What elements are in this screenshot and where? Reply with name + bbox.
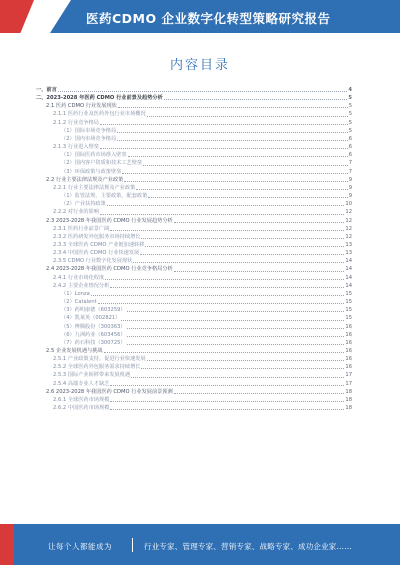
toc-entry-page: 6 <box>348 152 352 159</box>
toc-leader-dots <box>127 311 345 312</box>
toc-entry-page: 13 <box>345 250 352 257</box>
toc-entry-page: 14 <box>345 266 352 273</box>
toc-entry-title: 2.2.1 行业主要法律法规及产业政策 <box>53 184 136 191</box>
report-title: 医药CDMO 企业数字化转型策略研究报告 <box>86 11 331 26</box>
toc-entry[interactable] <box>36 257 352 265</box>
toc-entry-title: 2.5 企业发展机遇与挑战 <box>46 348 103 354</box>
toc-entry-title: （1）国际市场竞争格局 <box>61 127 117 134</box>
toc-leader-dots <box>143 165 348 166</box>
toc-entry[interactable] <box>36 380 352 388</box>
footer-divider <box>132 538 133 552</box>
toc-entry-title: 2.3 2023-2028 年我国医药 CDMO 行业发展趋势分析 <box>46 217 173 224</box>
toc-leader-dots <box>133 262 344 263</box>
toc-entry-page: 7 <box>348 160 352 167</box>
toc-entry[interactable] <box>36 355 352 363</box>
toc-entry-page: 6 <box>348 135 352 142</box>
toc-entry[interactable] <box>36 306 352 314</box>
toc-leader-dots <box>127 328 345 329</box>
toc-entry-title: （2）国内客户资质和技术工艺壁垒 <box>61 160 143 167</box>
toc-entry-page: 15 <box>345 315 352 322</box>
toc-entry-title: 2.1.2 行业竞争格局 <box>53 119 99 126</box>
toc-entry[interactable] <box>36 176 352 184</box>
toc-leader-dots <box>141 368 344 369</box>
toc-entry-page: 12 <box>345 217 352 224</box>
toc-entry-title: 2.6.1 全球医药市场规模 <box>53 396 110 403</box>
toc-leader-dots <box>145 246 344 247</box>
footer-slogan: 让每个人都能成为 <box>48 542 112 551</box>
toc-entry[interactable] <box>36 290 352 298</box>
toc-entry[interactable] <box>36 208 352 216</box>
toc-entry-page: 12 <box>345 225 352 232</box>
toc-leader-dots <box>104 352 345 353</box>
toc-entry[interactable] <box>36 404 352 412</box>
toc-leader-dots <box>105 279 344 280</box>
toc-entry-title: 2.3.1 医药行业前景广阔 <box>53 225 110 232</box>
toc-entry-page: 5 <box>348 95 352 102</box>
toc-entry-page: 5 <box>348 103 352 110</box>
toc-leader-dots <box>141 238 344 239</box>
toc-entry-page: 12 <box>345 233 352 240</box>
toc-entry[interactable] <box>36 363 352 371</box>
toc-leader-dots <box>148 197 347 198</box>
toc-entry[interactable] <box>36 159 352 167</box>
toc-entry[interactable] <box>36 347 352 355</box>
toc-entry-title: 2.5.4 高端专业人才缺乏 <box>53 380 110 387</box>
toc-entry-title: （4）凯莱英（002821） <box>61 315 121 322</box>
toc-entry-page: 16 <box>345 331 352 338</box>
toc-leader-dots <box>110 230 344 231</box>
toc-entry-page: 18 <box>345 388 352 395</box>
toc-leader-dots <box>100 124 348 125</box>
toc-leader-dots <box>136 189 347 190</box>
footer-accent-stripe <box>0 524 14 565</box>
toc-entry-title: （2）国内市场竞争格局 <box>61 135 117 142</box>
toc-entry[interactable] <box>36 249 352 257</box>
toc-entry[interactable] <box>36 225 352 233</box>
toc-leader-dots <box>118 107 348 108</box>
toc-entry-page: 18 <box>345 396 352 403</box>
page-header <box>0 0 400 33</box>
toc-entry-title: 2.2 行业主要法律法规及产业政策 <box>46 176 124 183</box>
toc-leader-dots <box>127 336 345 337</box>
toc-entry-title: 2.3.2 医药研发外包服务市场持续增长 <box>53 233 141 240</box>
toc-entry-title: 2.5.2 全球医药外包服务需求持续增长 <box>53 364 141 371</box>
toc-entry-page: 10 <box>345 201 352 208</box>
toc-entry[interactable] <box>36 135 352 143</box>
toc-entry-title: 2.1 医药 CDMO 行业发展现状 <box>46 103 117 110</box>
toc-entry-page: 7 <box>348 168 352 175</box>
toc-entry[interactable] <box>36 233 352 241</box>
toc-entry[interactable] <box>36 323 352 331</box>
toc-entry-title: （1）Lonza <box>61 290 90 297</box>
toc-entry[interactable] <box>36 127 352 135</box>
toc-entry-title: 2.1.3 行业进入壁垒 <box>53 144 99 151</box>
toc-entry-title: 2.5.3 国际产业转移带来发展机遇 <box>53 372 131 379</box>
toc-entry[interactable] <box>36 331 352 339</box>
toc-leader-dots <box>110 287 344 288</box>
toc-entry-title: （1）国际医药市场准入壁垒 <box>61 152 127 159</box>
toc-entry-page: 14 <box>345 282 352 289</box>
toc-leader-dots <box>131 377 344 378</box>
toc-leader-dots <box>98 303 345 304</box>
toc-leader-dots <box>124 181 347 182</box>
toc-entry-page: 5 <box>348 127 352 134</box>
toc-entry-title: （1）监管法规、主要政策、配套政策 <box>61 193 148 200</box>
toc-entry[interactable] <box>36 200 352 208</box>
table-of-contents <box>36 86 352 412</box>
toc-entry-title: （6）九洲药业（603456） <box>61 331 126 338</box>
toc-leader-dots <box>117 132 348 133</box>
toc-entry-title: 2.3.3 全球医药 CDMO 产业链加速转移 <box>53 241 145 248</box>
toc-entry-page: 15 <box>345 299 352 306</box>
toc-leader-dots <box>121 320 344 321</box>
toc-entry-title: 2.3.4 中国医药 CDMO 行业快速发展 <box>53 250 140 257</box>
toc-entry-title: 一、前言 <box>36 87 57 93</box>
toc-entry-page: 18 <box>345 405 352 412</box>
toc-entry-title: （2）产业扶持政策 <box>61 201 106 208</box>
toc-entry-title: 2.5.1 产业政策支持，促进行业快速发展 <box>53 356 146 363</box>
toc-entry-title: 2.4 2023-2028 年我国医药 CDMO 行业竞争格局分析 <box>46 266 173 273</box>
toc-heading: 内容目录 <box>169 58 230 73</box>
toc-entry-title: 2.6 2023-2028 年我国医药 CDMO 行业发展前景预测 <box>46 388 173 395</box>
toc-entry-page: 9 <box>348 184 352 191</box>
toc-entry-page: 16 <box>345 364 352 371</box>
toc-entry-title: （2）Catalent <box>61 299 97 306</box>
toc-entry[interactable] <box>36 298 352 306</box>
toc-leader-dots <box>164 99 348 100</box>
toc-leader-dots <box>127 344 345 345</box>
toc-entry-page: 13 <box>345 241 352 248</box>
toc-entry-title: 二、2023-2028 年医药 CDMO 行业前景及趋势分析 <box>36 95 163 102</box>
header-accent-stripe <box>0 0 34 33</box>
toc-leader-dots <box>100 214 344 215</box>
toc-entry[interactable] <box>36 265 352 273</box>
toc-entry-page: 14 <box>345 274 352 281</box>
toc-entry-page: 12 <box>345 209 352 216</box>
toc-leader-dots <box>110 385 344 386</box>
toc-entry[interactable] <box>36 371 352 379</box>
toc-entry-title: 2.2.2 对行业的影响 <box>53 209 99 216</box>
toc-entry[interactable] <box>36 102 352 110</box>
toc-entry-page: 5 <box>348 119 352 126</box>
toc-entry[interactable] <box>36 184 352 192</box>
toc-leader-dots <box>140 254 344 255</box>
toc-entry-page: 9 <box>348 193 352 200</box>
toc-entry-page: 17 <box>345 372 352 379</box>
toc-leader-dots <box>147 360 345 361</box>
toc-entry[interactable] <box>36 388 352 396</box>
toc-entry-page: 16 <box>345 356 352 363</box>
toc-entry-title: （5）博腾股份（300363） <box>61 323 126 330</box>
toc-entry-page: 6 <box>348 144 352 151</box>
toc-leader-dots <box>110 409 344 410</box>
toc-entry[interactable] <box>36 192 352 200</box>
page-footer <box>0 524 400 565</box>
toc-entry-title: 2.4.2 主要企业情况分析 <box>53 282 110 289</box>
toc-leader-dots <box>174 271 345 272</box>
toc-entry-title: 2.1.1 医药行业及医药外包行业市场概况 <box>53 111 146 118</box>
toc-entry-page: 15 <box>345 307 352 314</box>
toc-entry[interactable] <box>36 274 352 282</box>
toc-entry-title: （7）药石科技（300725） <box>61 339 126 346</box>
toc-leader-dots <box>110 401 344 402</box>
toc-leader-dots <box>147 116 348 117</box>
toc-leader-dots <box>58 91 348 92</box>
toc-entry[interactable] <box>36 151 352 159</box>
toc-entry-page: 17 <box>345 380 352 387</box>
toc-leader-dots <box>122 173 347 174</box>
toc-entry[interactable] <box>36 396 352 404</box>
toc-leader-dots <box>117 140 348 141</box>
toc-leader-dots <box>91 295 345 296</box>
toc-entry[interactable] <box>36 168 352 176</box>
toc-entry[interactable] <box>36 217 352 225</box>
toc-entry-page: 4 <box>348 87 352 93</box>
toc-entry-title: （3）药明康德（603259） <box>61 307 126 314</box>
toc-leader-dots <box>100 148 348 149</box>
toc-entry-page: 16 <box>345 348 352 354</box>
toc-entry[interactable] <box>36 143 352 151</box>
toc-entry-page: 9 <box>348 176 352 183</box>
toc-leader-dots <box>128 156 348 157</box>
toc-entry[interactable] <box>36 86 352 94</box>
toc-entry[interactable] <box>36 119 352 127</box>
toc-entry[interactable] <box>36 241 352 249</box>
toc-entry-page: 15 <box>345 290 352 297</box>
toc-entry-page: 14 <box>345 258 352 265</box>
toc-entry-title: 2.3.5 CDMO 行业数字化发展现状 <box>53 258 133 265</box>
toc-entry[interactable] <box>36 339 352 347</box>
toc-entry[interactable] <box>36 94 352 102</box>
toc-entry[interactable] <box>36 110 352 118</box>
footer-tagline: 行业专家、管理专家、营销专家、战略专家、成功企业家…… <box>144 542 352 551</box>
toc-entry[interactable] <box>36 282 352 290</box>
toc-entry-title: （3）环保政策与政策壁垒 <box>61 168 122 175</box>
toc-entry-page: 16 <box>345 323 352 330</box>
toc-entry-page: 16 <box>345 339 352 346</box>
toc-leader-dots <box>174 222 345 223</box>
toc-leader-dots <box>174 393 345 394</box>
toc-entry-page: 5 <box>348 111 352 118</box>
toc-leader-dots <box>107 205 345 206</box>
toc-entry-title: 2.4.1 行业市场化程度 <box>53 274 105 281</box>
toc-entry-title: 2.6.2 中国医药市场规模 <box>53 405 110 412</box>
toc-entry[interactable] <box>36 314 352 322</box>
